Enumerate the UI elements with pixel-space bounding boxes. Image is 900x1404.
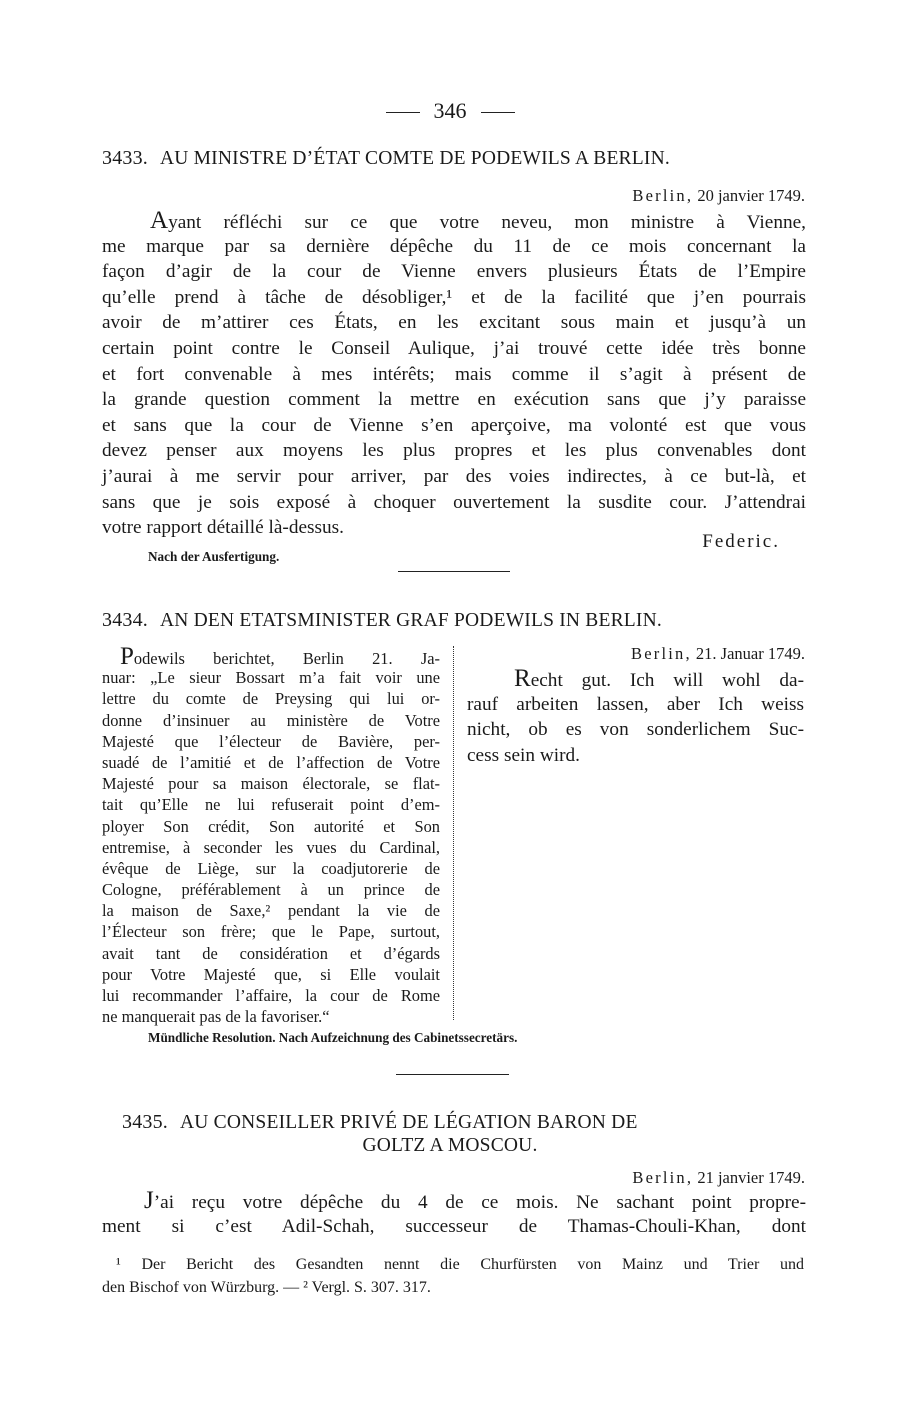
doc-3433-date: 20 janvier 1749.: [697, 186, 805, 205]
doc-3433-line: votre rapport détaillé là-dessus.: [102, 517, 345, 539]
report-line: Majesté que l’électeur de Bavière, per-: [102, 731, 440, 751]
report-line: avait tant de considération et d’égards: [102, 943, 440, 963]
doc-3435-line: ment si c’est Adil-Schah, successeur de Thamas-Chouli-Khan, dont: [102, 1215, 806, 1237]
doc-3434-number: 3434.: [102, 609, 148, 631]
doc-3434-resolution-column: [467, 666, 804, 768]
report-line: Podewils berichtet, Berlin 21. Ja-: [120, 643, 440, 670]
report-line: évêque de Liège, sur la coadjutorerie de: [102, 858, 440, 878]
doc-3434-dateline: [631, 644, 805, 664]
doc-3433-source-note: Nach der Ausfertigung.: [148, 549, 280, 564]
footnote-line: ¹ Der Bericht des Gesandten nennt die Churfürsten von Mainz und Trier und: [116, 1256, 804, 1273]
doc-3433-title: AU MINISTRE D’ÉTAT COMTE DE PODEWILS A BERLIN.: [160, 148, 670, 169]
report-line: la maison de Saxe,² pendant la vie de: [102, 901, 440, 921]
doc-3433-line: qu’elle prend à tâche de désobliger,¹ et de la facilité que j’en pourrais: [102, 286, 806, 308]
resolution-line: rauf arbeiten lassen, aber Ich weiss: [467, 693, 804, 715]
page-number-line: [0, 98, 900, 124]
report-line: lettre du comte de Preysing qui lui or-: [102, 689, 440, 709]
report-line: nuar: „Le sieur Bossart m’a fait voir une: [102, 668, 440, 688]
doc-3434-title: AN DEN ETATSMINISTER GRAF PODEWILS IN BERLIN.: [160, 610, 662, 631]
doc-3435-number: 3435.: [122, 1111, 168, 1133]
drop-initial: R: [514, 665, 531, 692]
column-separator: [453, 646, 454, 1020]
doc-3435-title-line1: AU CONSEILLER PRIVÉ DE LÉGATION BARON DE: [180, 1112, 638, 1133]
doc-3434-date: 21. Januar 1749.: [695, 644, 805, 663]
dash-right: [481, 112, 515, 113]
doc-3435-dateline: [632, 1168, 805, 1188]
report-line: Cologne, préférablement à un prince de: [102, 880, 440, 900]
section-rule: [398, 571, 510, 572]
doc-3435-heading: [122, 1111, 788, 1134]
report-line: donne d’insinuer au ministère de Votre: [102, 710, 440, 730]
report-line: ployer Son crédit, Son autorité et Son: [102, 816, 440, 836]
doc-3433-body: [102, 208, 806, 541]
report-line: suadé de l’amitié et de l’affection de Votre: [102, 752, 440, 772]
doc-3433-line: Ayant réfléchi sur ce que votre neveu, mon ministre à Vienne,: [150, 207, 806, 234]
report-line: ne manquerait pas de la favoriser.“: [102, 1007, 330, 1027]
doc-3434-heading: [102, 609, 806, 632]
resolution-line: Recht gut. Ich will wohl da-: [514, 665, 804, 692]
doc-3433-place: Berlin,: [632, 186, 694, 205]
doc-3433-line: et sans que la cour de Vienne s’en aperçoive, ma volonté est que vous: [102, 414, 806, 436]
drop-initial: A: [150, 207, 169, 234]
doc-3435-line: J’ai reçu votre dépêche du 4 de ce mois. Ne sachant point propre-: [144, 1187, 806, 1214]
doc-3433-line: sans que je sois exposé à choquer ouvertement la susdite cour. J’attendrai: [102, 491, 806, 513]
resolution-line: cess sein wird.: [467, 744, 580, 766]
doc-3433-line: avoir de m’attirer ces États, en les excitant sous main et jusqu’à un: [102, 312, 806, 334]
doc-3435-body: [102, 1188, 806, 1239]
section-rule: [396, 1074, 509, 1075]
doc-3433-line: et fort convenable à mes intérêts; mais comme il s’agit à présent de: [102, 363, 806, 385]
doc-3433-heading: [102, 147, 806, 170]
doc-3433-dateline: [632, 186, 805, 206]
doc-3433-line: j’aurai à me servir pour arriver, par des voies indirectes, à ce but-là, et: [102, 465, 806, 487]
doc-3433-number: 3433.: [102, 147, 148, 169]
doc-3433-line: certain point contre le Conseil Aulique, j’ai trouvé cette idée très bonne: [102, 337, 806, 359]
report-line: entremise, à seconder les vues du Cardinal,: [102, 837, 440, 857]
report-line: pour Votre Majesté que, si Elle voulait: [102, 964, 440, 984]
doc-3434-place: Berlin,: [631, 644, 692, 663]
doc-3435-title-line2: GOLTZ A MOSCOU.: [362, 1135, 538, 1156]
resolution-line: nicht, ob es von sonderlichem Suc-: [467, 719, 804, 741]
doc-3434-source-note: Mündliche Resolution. Nach Aufzeichnung des Cabinetssecretärs.: [148, 1030, 518, 1045]
doc-3435-date: 21 janvier 1749.: [697, 1168, 805, 1187]
footnotes: [102, 1253, 804, 1299]
drop-initial: P: [120, 643, 134, 670]
report-line: l’Électeur son frère; que le Pape, surtout,: [102, 922, 440, 942]
doc-3433-signature: Federic.: [702, 531, 780, 552]
doc-3433-line: me marque par sa dernière dépêche du 11 de ce mois concernant la: [102, 235, 806, 257]
footnote-line: den Bischof von Würzburg. — ² Vergl. S. 307. 317.: [102, 1279, 431, 1296]
doc-3435-place: Berlin,: [632, 1168, 694, 1187]
doc-3433-line: la grande question comment la mettre en exécution sans que j’y paraisse: [102, 389, 806, 411]
report-line: Majesté pour sa maison électorale, se flat-: [102, 774, 440, 794]
page-number: 346: [433, 98, 467, 123]
doc-3433-line: façon d’agir de la cour de Vienne envers plusieurs États de l’Empire: [102, 261, 806, 283]
doc-3433-line: devez penser aux moyens les plus propres et les plus convenables dont: [102, 440, 806, 462]
drop-initial: J: [144, 1187, 154, 1214]
dash-left: [386, 112, 420, 113]
doc-3434-report-column: [102, 643, 440, 1027]
report-line: tait qu’Elle ne lui refuserait point d’em-: [102, 795, 440, 815]
report-line: lui recommander l’affaire, la cour de Rome: [102, 986, 440, 1005]
